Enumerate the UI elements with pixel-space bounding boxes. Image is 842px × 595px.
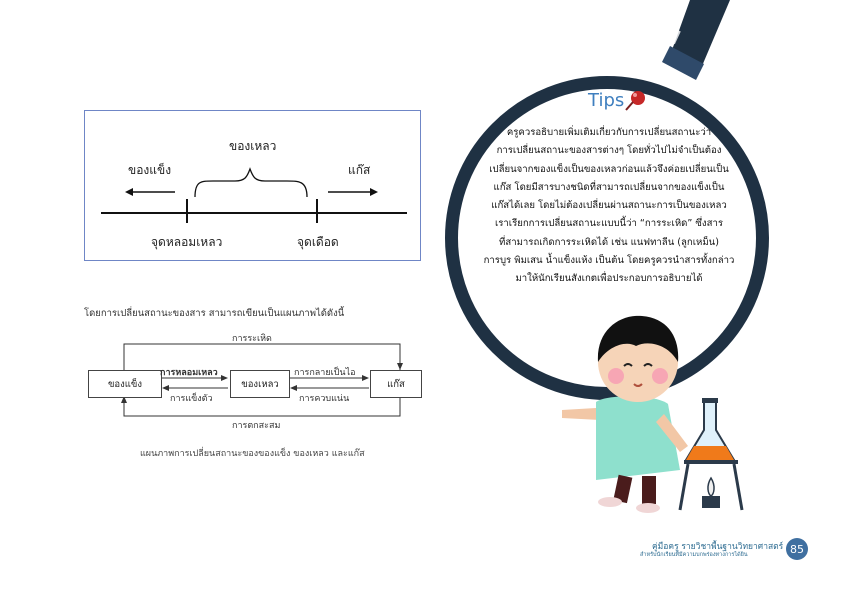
melting-label: การหลอมเหลว xyxy=(160,368,218,378)
solid-label: ของแข็ง xyxy=(128,163,172,177)
gas-box: แก๊ส xyxy=(370,370,422,398)
tips-title: Tips xyxy=(588,90,625,111)
deposition-path xyxy=(124,396,400,416)
state-change-flow-diagram xyxy=(84,326,434,456)
liquid-box: ของเหลว xyxy=(230,370,290,398)
tips-line: แก๊สได้เลย โดยไม่ต้องเปลี่ยนผ่านสถานะการเป็นของเหลว xyxy=(491,200,727,212)
footer-book-title: คู่มือครู รายวิชาพื้นฐานวิทยาศาสตร์ xyxy=(652,542,784,552)
boiling-point-label: จุดเดือด xyxy=(297,235,339,249)
tips-line: แก๊ส โดยมีสารบางชนิดที่สามารถเปลี่ยนจากของแข็งเป็น xyxy=(493,181,725,193)
condensation-label: การควบแน่น xyxy=(299,394,350,404)
deposition-label: การตกสะสม xyxy=(232,421,281,431)
solid-arrow-head xyxy=(125,188,133,196)
footer-book-subtitle: สำหรับนักเรียนที่มีความบกพร่องทางการได้ยิน xyxy=(640,552,748,558)
evaporation-label: การกลายเป็นไอ xyxy=(294,368,356,378)
evaporation-arrow-head xyxy=(362,375,369,381)
freezing-arrow-head xyxy=(162,385,169,391)
solid-box: ของแข็ง xyxy=(88,370,162,398)
condensation-arrow-head xyxy=(290,385,297,391)
flow-caption: แผนภาพการเปลี่ยนสถานะของของแข็ง ของเหลว และแก๊ส xyxy=(140,449,365,459)
melting-arrow-head xyxy=(221,375,228,381)
tips-line: มาให้นักเรียนสังเกตเพื่อประกอบการอธิบายได้ xyxy=(515,273,703,285)
gas-arrow-head xyxy=(370,188,378,196)
tips-line: ที่สามารถเกิดการระเหิดได้ เช่น แนฟทาลีน (ลูกเหม็น) xyxy=(499,236,719,248)
tips-line: เปลี่ยนจากของแข็งเป็นของเหลวก่อนแล้วจึงค่อยเปลี่ยนเป็น xyxy=(489,163,729,175)
stand-top xyxy=(684,460,738,464)
tips-line: การบูร พิมเสน น้ำแข็งแห้ง เป็นต้น โดยครูควรนำสารทั้งกล่าว xyxy=(483,255,735,267)
sublimation-arrow-head xyxy=(397,363,403,370)
page-number: 85 xyxy=(786,538,808,560)
tips-line: เราเรียกการเปลี่ยนสถานะแบบนี้ว่า “การระเหิด” ซึ่งสาร xyxy=(494,218,724,230)
phase-line-diagram xyxy=(84,110,421,261)
gas-label: แก๊ส xyxy=(348,163,371,177)
flow-intro-text: โดยการเปลี่ยนสถานะของสาร สามารถเขียนเป็นแผนภาพได้ดังนี้ xyxy=(84,308,345,319)
phase-line-svg xyxy=(85,111,422,262)
melting-point-label: จุดหลอมเหลว xyxy=(151,235,223,249)
freezing-label: การแข็งตัว xyxy=(170,394,213,404)
liquid-range-brace xyxy=(195,169,307,197)
student-shirt xyxy=(596,396,680,480)
student-arm xyxy=(562,408,600,420)
tips-text xyxy=(478,124,740,289)
pushpin-icon xyxy=(624,88,650,112)
sublimation-label: การระเหิด xyxy=(232,334,272,344)
tips-line: การเปลี่ยนสถานะของสารต่างๆ โดยทั่วไปไม่จำเป็นต้อง xyxy=(496,145,722,157)
magnifier-handle xyxy=(660,0,750,90)
liquid-label: ของเหลว xyxy=(229,139,277,153)
tips-line: ครูควรอธิบายเพิ่มเติมเกี่ยวกับการเปลี่ยนสถานะว่า xyxy=(506,127,712,138)
student-illustration xyxy=(556,310,756,515)
burner-icon xyxy=(702,496,720,508)
